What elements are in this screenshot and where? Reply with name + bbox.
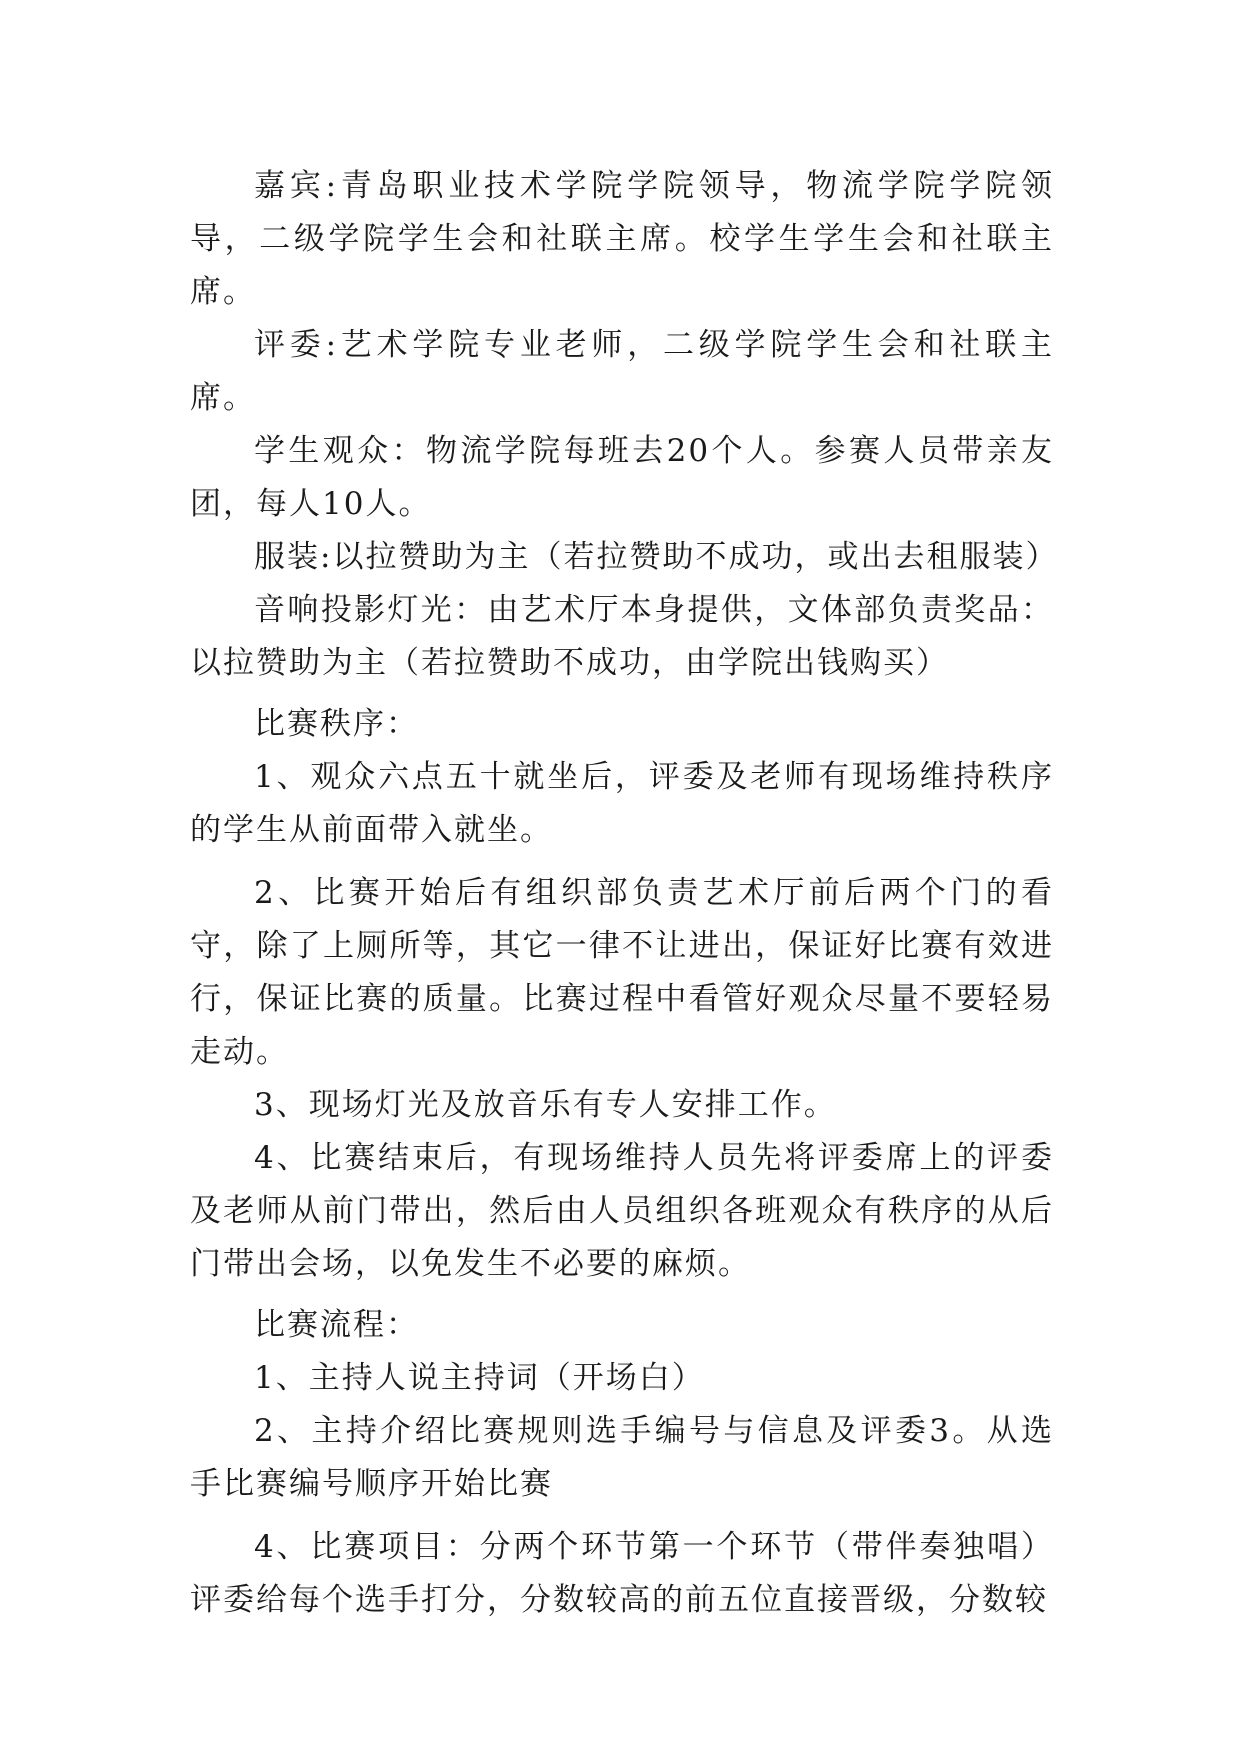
paragraph-order-2: 2、比赛开始后有组织部负责艺术厅前后两个门的看守，除了上厕所等，其它一律不让进出，保证好比赛有效进行，保证比赛的质量。比赛过程中看管好观众尽量不要轻易走动。 [190, 875, 1054, 1070]
paragraph-flow-1: 1、主持人说主持词（开场白） [254, 1360, 705, 1396]
paragraph-judges: 评委:艺术学院专业老师，二级学院学生会和社联主席。 [190, 327, 1054, 416]
paragraph-flow-4: 4、比赛项目：分两个环节第一个环节（带伴奏独唱）评委给每个选手打分，分数较高的前五位直接晋级，分数较 [190, 1529, 1054, 1618]
section-heading-flow: 比赛流程： [254, 1307, 419, 1343]
paragraph-audience: 学生观众：物流学院每班去20个人。参赛人员带亲友团，每人10人。 [190, 433, 1054, 522]
paragraph-flow-2: 2、主持介绍比赛规则选手编号与信息及评委3。从选手比赛编号顺序开始比赛 [190, 1413, 1054, 1502]
paragraph-costume: 服装:以拉赞助为主（若拉赞助不成功，或出去租服装） [254, 539, 1059, 575]
paragraph-order-3: 3、现场灯光及放音乐有专人安排工作。 [254, 1087, 837, 1123]
paragraph-order-4: 4、比赛结束后，有现场维持人员先将评委席上的评委及老师从前门带出，然后由人员组织各班观众有秩序的从后门带出会场，以免发生不必要的麻烦。 [190, 1140, 1054, 1282]
paragraph-guests: 嘉宾:青岛职业技术学院学院领导，物流学院学院领导，二级学院学生会和社联主席。校学生学生会和社联主席。 [190, 168, 1054, 310]
paragraph-audio-visual: 音响投影灯光：由艺术厅本身提供，文体部负责奖品：以拉赞助为主（若拉赞助不成功，由学院出钱购买） [190, 592, 1054, 681]
paragraph-order-1: 1、观众六点五十就坐后，评委及老师有现场维持秩序的学生从前面带入就坐。 [190, 759, 1054, 848]
section-heading-order: 比赛秩序： [254, 706, 419, 742]
document-body [190, 160, 1059, 1627]
